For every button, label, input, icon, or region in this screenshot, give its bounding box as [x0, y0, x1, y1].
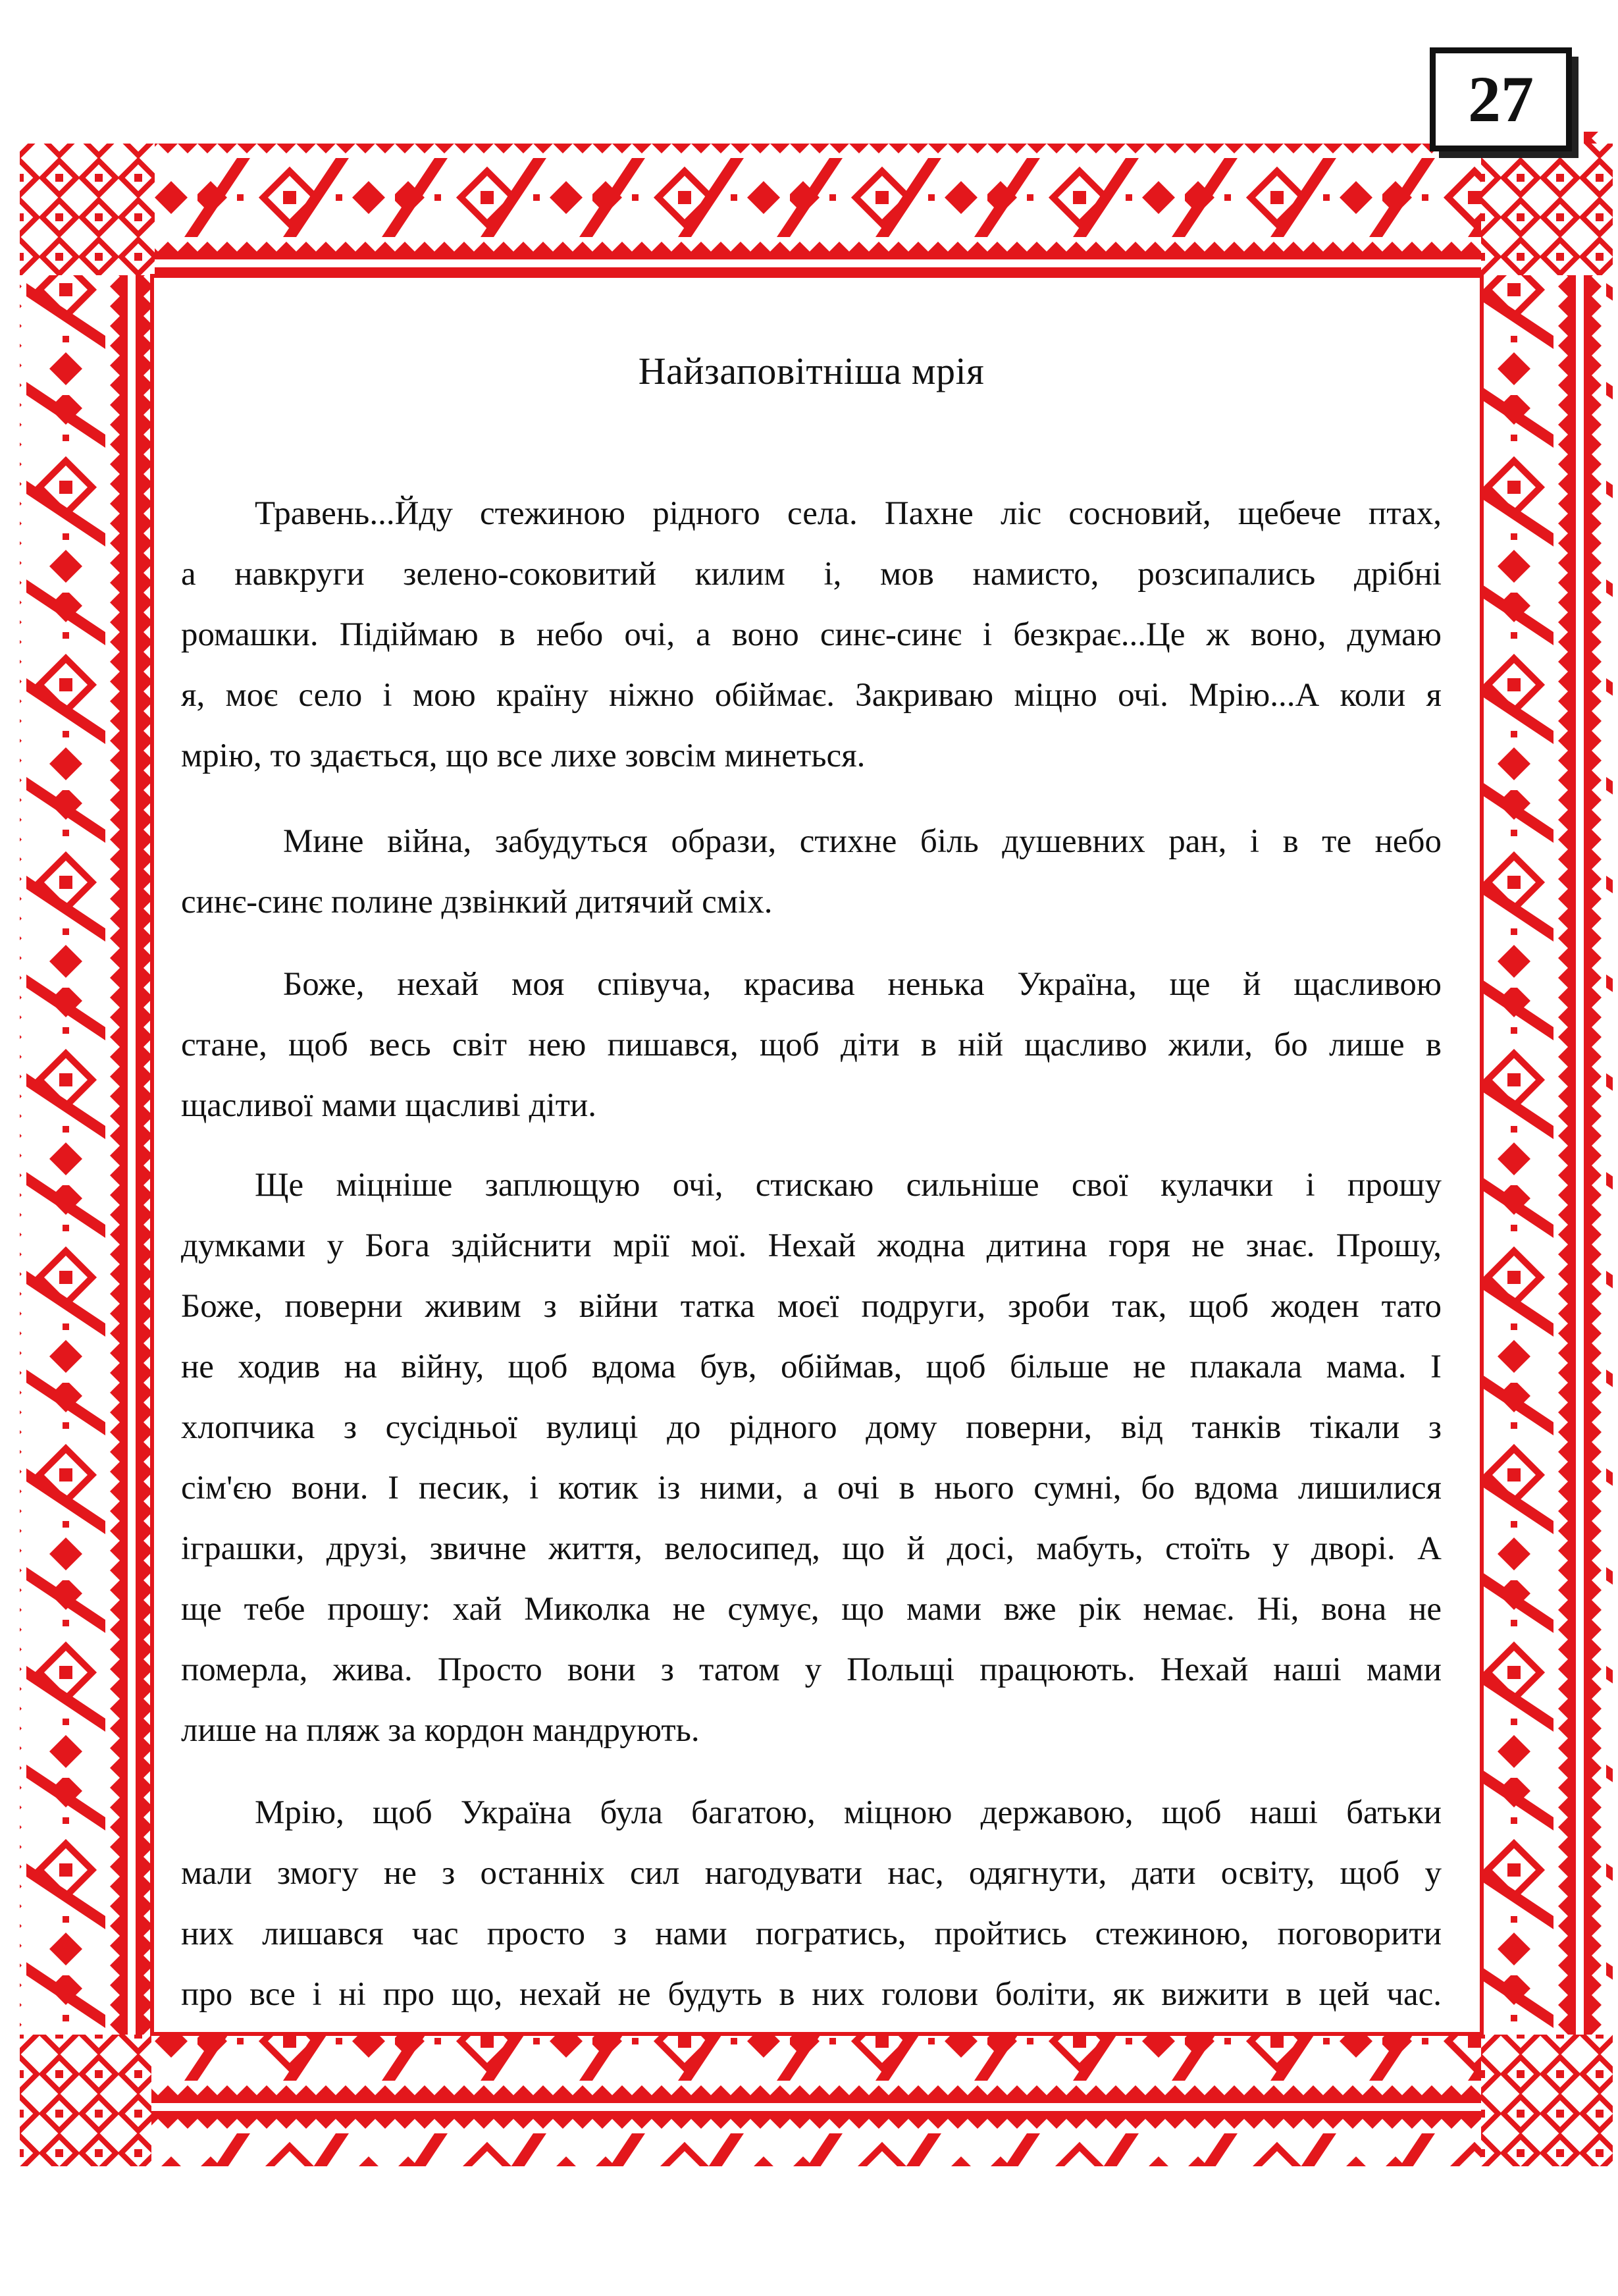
text-line: Боже, поверни живим з війни татка моєї подруги, зроби так, щоб жоден тато [181, 1288, 1442, 1325]
text-line: сім'єю вони. І песик, і котик із ними, а очі в нього сумні, бо вдома лишилися [181, 1470, 1442, 1507]
text-line: мрію, то здається, що все лихе зовсім минеться. [181, 737, 866, 774]
corner-ornament [1481, 2035, 1613, 2166]
text-line: Мине війна, забудуться образи, стихне біль душевних ран, і в те небо [283, 823, 1442, 860]
text-line: Мрію, щоб Україна була багатою, міцною державою, щоб наші батьки [255, 1794, 1442, 1831]
text-line: про все і ні про що, нехай не будуть в них голови боліти, як вижити в цей час. [181, 1976, 1442, 2013]
text-line: думками у Бога здійснити мрії мої. Нехай жодна дитина горя не знає. Прошу, [181, 1227, 1442, 1264]
corner-ornament [20, 144, 155, 275]
bottom-ornament-band [135, 2035, 1521, 2166]
text-line: Ще міцніше заплющую очі, стискаю сильніше свої кулачки і прошу [255, 1167, 1442, 1204]
text-line: щасливої мами щасливі діти. [181, 1087, 597, 1124]
corner-ornament [1481, 144, 1613, 275]
text-line: померла, жива. Просто вони з татом у Польщі працюють. Нехай наші мами [181, 1651, 1442, 1688]
text-line: мали змогу не з останніх сил нагодувати нас, одягнути, дати освіту, щоб у [181, 1855, 1442, 1892]
document-body [181, 336, 1442, 2035]
text-line: ще тебе прошу: хай Миколка не сумує, що мами вже рік немає. Ні, вона не [181, 1591, 1442, 1628]
text-line: а навкруги зелено-соковитий килим і, мов намисто, розсипались дрібні [181, 556, 1442, 593]
page-number: 27 [1468, 63, 1534, 136]
text-line: синє-синє полине дзвінкий дитячий сміх. [181, 884, 773, 921]
text-line: я, моє село і мою країну ніжно обіймає. Закриваю міцно очі. Мрію...А коли я [181, 677, 1442, 714]
text-line: них лишався час просто з нами погратись, пройтись стежиною, поговорити [181, 1915, 1442, 1952]
corner-ornament [20, 2035, 151, 2166]
text-line: лише на пляж за кордон мандрують. [181, 1712, 700, 1749]
right-ornament-band [1481, 132, 1613, 2054]
page-title: Найзаповітніша мрія [638, 350, 985, 392]
text-line: Боже, нехай моя співуча, красива ненька Україна, ще й щасливою [283, 966, 1442, 1003]
text-line: ромашки. Підіймаю в небо очі, а воно синє-синє і безкрає...Це ж воно, думаю [181, 616, 1442, 653]
text-line: Травень...Йду стежиною рідного села. Пахне ліс сосновий, щебече птах, [255, 495, 1442, 532]
text-line: іграшки, друзі, звичне життя, велосипед, що й досі, мабуть, стоїть у дворі. А [181, 1530, 1442, 1567]
left-ornament-band [20, 257, 151, 2048]
top-ornament-band [153, 144, 1489, 275]
text-line: хлопчика з сусідньої вулиці до рідного дому поверни, від танків тікали з [181, 1409, 1442, 1446]
text-line: не ходив на війну, щоб вдома був, обіймав, щоб більше не плакала мама. І [181, 1348, 1442, 1385]
page-number-box [1430, 47, 1572, 151]
text-line: стане, щоб весь світ нею пишався, щоб діти в ній щасливо жили, бо лише в [181, 1027, 1442, 1063]
